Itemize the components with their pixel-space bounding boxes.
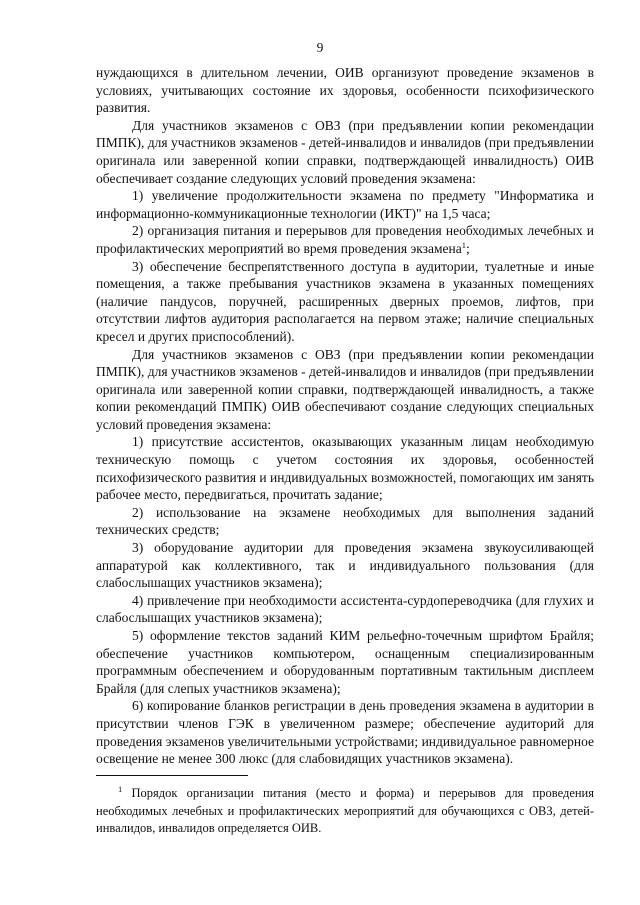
list-item-2-end: ; <box>466 240 470 256</box>
list-item-2-text: 2) организация питания и перерывов для проведения необходимых лечебных и профилактических мероприятий во время проведения экзамена <box>96 223 594 256</box>
paragraph-special-conditions-intro: Для участников экзаменов с ОВЗ (при предъявлении копии рекомендации ПМПК), для участников экзаменов - детей-инвалидов и инвалидов (при предъявлении оригинала или заверенной копии справки, подтверждающей инвалидность, а также копии рекомендаций ПМПК) ОИВ обеспечивают создание следующих специальных условий проведения экзамена: <box>96 346 594 432</box>
list-item-4-sign-interpreter: 4) привлечение при необходимости ассистента-сурдопереводчика (для глухих и слабослышащих участников экзамена); <box>96 592 594 626</box>
paragraph-continuation: нуждающихся в длительном лечении, ОИВ организуют проведение экзаменов в условиях, учитывающих состояние их здоровья, особенности психофизического развития. <box>96 65 594 116</box>
body-text <box>96 64 594 768</box>
footnote-text: Порядок организации питания (место и форма) и перерывов для проведения необходимых лечебных и профилактических мероприятий для обучающихся с ОВЗ, детей-инвалидов, инвалидов определяется ОИВ. <box>96 786 594 835</box>
list-item-2-technical-means: 2) использование на экзамене необходимых для выполнения заданий технических средств; <box>96 504 594 538</box>
list-item-3-sound-equipment: 3) оборудование аудитории для проведения экзамена звукоусиливающей аппаратурой как коллективного, так и индивидуального пользования (для слабослышащих участников экзамена); <box>96 540 594 591</box>
list-item-6-enlarged-forms: 6) копирование бланков регистрации в день проведения экзамена в аудитории в присутствии членов ГЭК в увеличенном размере; обеспечение аудиторий для проведения экзаменов увеличительными устройствами; индивидуальное равномерное освещение не менее 300 люкс (для слабовидящих участников экзамена). <box>96 698 594 767</box>
paragraph-ovz-conditions-intro: Для участников экзаменов с ОВЗ (при предъявлении копии рекомендации ПМПК), для участников экзаменов - детей-инвалидов и инвалидов (при предъявлении оригинала или заверенной копии справки, подтверждающей инвалидность) ОИВ обеспечивает создание следующих условий проведения экзамена: <box>96 117 594 186</box>
list-item-5-braille: 5) оформление текстов заданий КИМ рельефно-точечным шрифтом Брайля; обеспечение участников компьютером, оснащенным специализированным программным обеспечением и оборудованным портативным тактильным дисплеем Брайля (для слепых участников экзамена); <box>96 628 594 696</box>
list-item-1-duration: 1) увеличение продолжительности экзамена по предмету "Информатика и информационно-коммуникационные технологии (ИКТ)" на 1,5 часа; <box>96 188 594 221</box>
page-number: 9 <box>316 40 324 55</box>
list-item-3-access: 3) обеспечение беспрепятственного доступа в аудитории, туалетные и иные помещения, а также пребывания участников экзамена в указанных помещениях (наличие пандусов, поручней, расширенных дверных проемов, лифтов, при отсутствии лифтов аудитория располагается на первом этаже; наличие специальных кресел и других приспособлений). <box>96 258 594 344</box>
footnote-separator <box>96 775 248 776</box>
footnote-reference[interactable]: 1 <box>461 239 466 250</box>
list-item-2-meals <box>96 222 594 257</box>
list-item-1-assistants: 1) присутствие ассистентов, оказывающих указанным лицам необходимую техническую помощь с учетом состояния их здоровья, особенностей психофизического развития и индивидуальных возможностей, помогающих им занять рабочее место, передвигаться, прочитать задание; <box>96 434 594 503</box>
footnote <box>96 785 594 838</box>
footnote-marker: 1 <box>118 784 123 794</box>
